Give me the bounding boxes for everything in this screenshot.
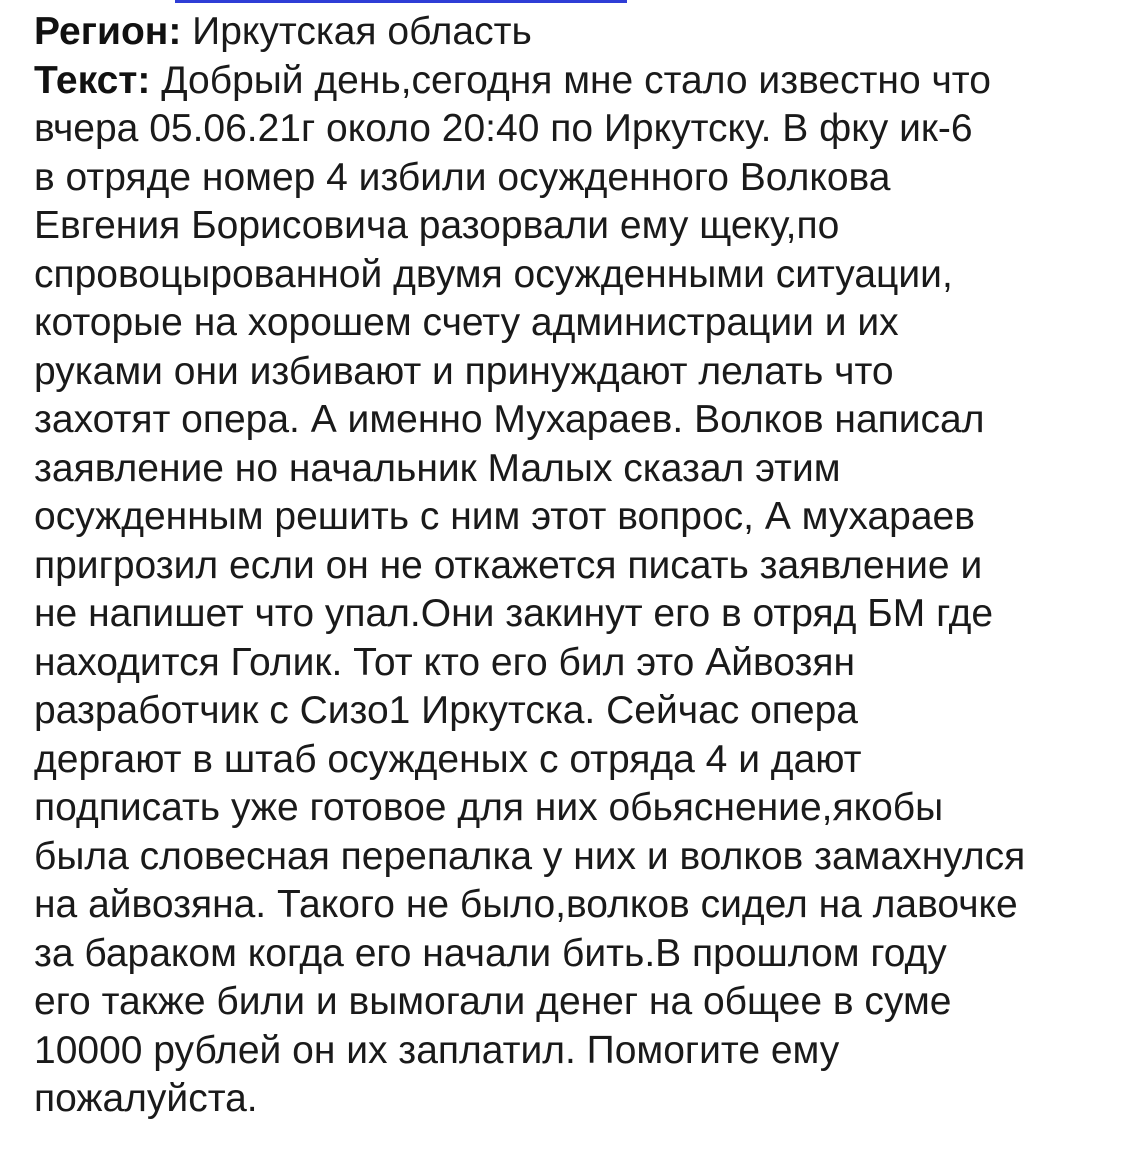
message-block xyxy=(34,57,1114,1124)
message-line: подписать уже готовое для них обьяснение,якобы xyxy=(34,786,944,829)
complaint-document xyxy=(34,8,1114,1124)
message-line: которые на хорошем счету администрации и их xyxy=(34,301,899,344)
cropped-link-underline[interactable] xyxy=(175,0,627,3)
message-line: захотят опера. А именно Мухараев. Волков написал xyxy=(34,398,985,441)
region-row xyxy=(34,8,1114,57)
message-line: в отряде номер 4 избили осужденного Волкова xyxy=(34,155,891,199)
message-line: пригрозил если он не откажется писать заявление и xyxy=(34,543,983,587)
message-line: была словесная перепалка у них и волков замахнулся xyxy=(34,834,1026,878)
message-line-text: Добрый день,сегодня мне стало известно что xyxy=(161,58,991,102)
message-line: его также били и вымогали денег на общее в суме xyxy=(34,980,952,1023)
message-line: на айвозяна. Такого не было,волков сидел на лавочке xyxy=(34,883,1018,926)
message-line: вчера 05.06.21г около 20:40 по Иркутску. В фку ик-6 xyxy=(34,107,973,150)
message-line: не напишет что упал.Они закинут его в отряд БМ где xyxy=(34,592,994,635)
message-line: находится Голик. Тот кто его бил это Айвозян xyxy=(34,640,856,684)
message-label: Текст: xyxy=(34,58,151,102)
message-line: спровоцырованной двумя осужденными ситуации, xyxy=(34,252,953,296)
message-line: дергают в штаб осужденых с отряда 4 и дают xyxy=(34,737,862,781)
message-line: за бараком когда его начали бить.В прошлом году xyxy=(34,931,947,975)
message-line: пожалуйста. xyxy=(34,1077,258,1120)
message-line: руками они избивают и принуждают лелать что xyxy=(34,349,894,393)
region-value: Иркутская область xyxy=(192,10,532,53)
message-line: разработчик с Сизо1 Иркутска. Сейчас опера xyxy=(34,689,858,732)
message-line xyxy=(34,57,1114,106)
region-label: Регион: xyxy=(34,10,182,53)
message-line: осужденным решить с ним этот вопрос, А мухараев xyxy=(34,495,975,538)
message-line: заявление но начальник Малых сказал этим xyxy=(34,446,841,490)
message-line: 10000 рублей он их заплатил. Помогите ему xyxy=(34,1028,840,1072)
message-line: Евгения Борисовича разорвали ему щеку,по xyxy=(34,204,840,247)
